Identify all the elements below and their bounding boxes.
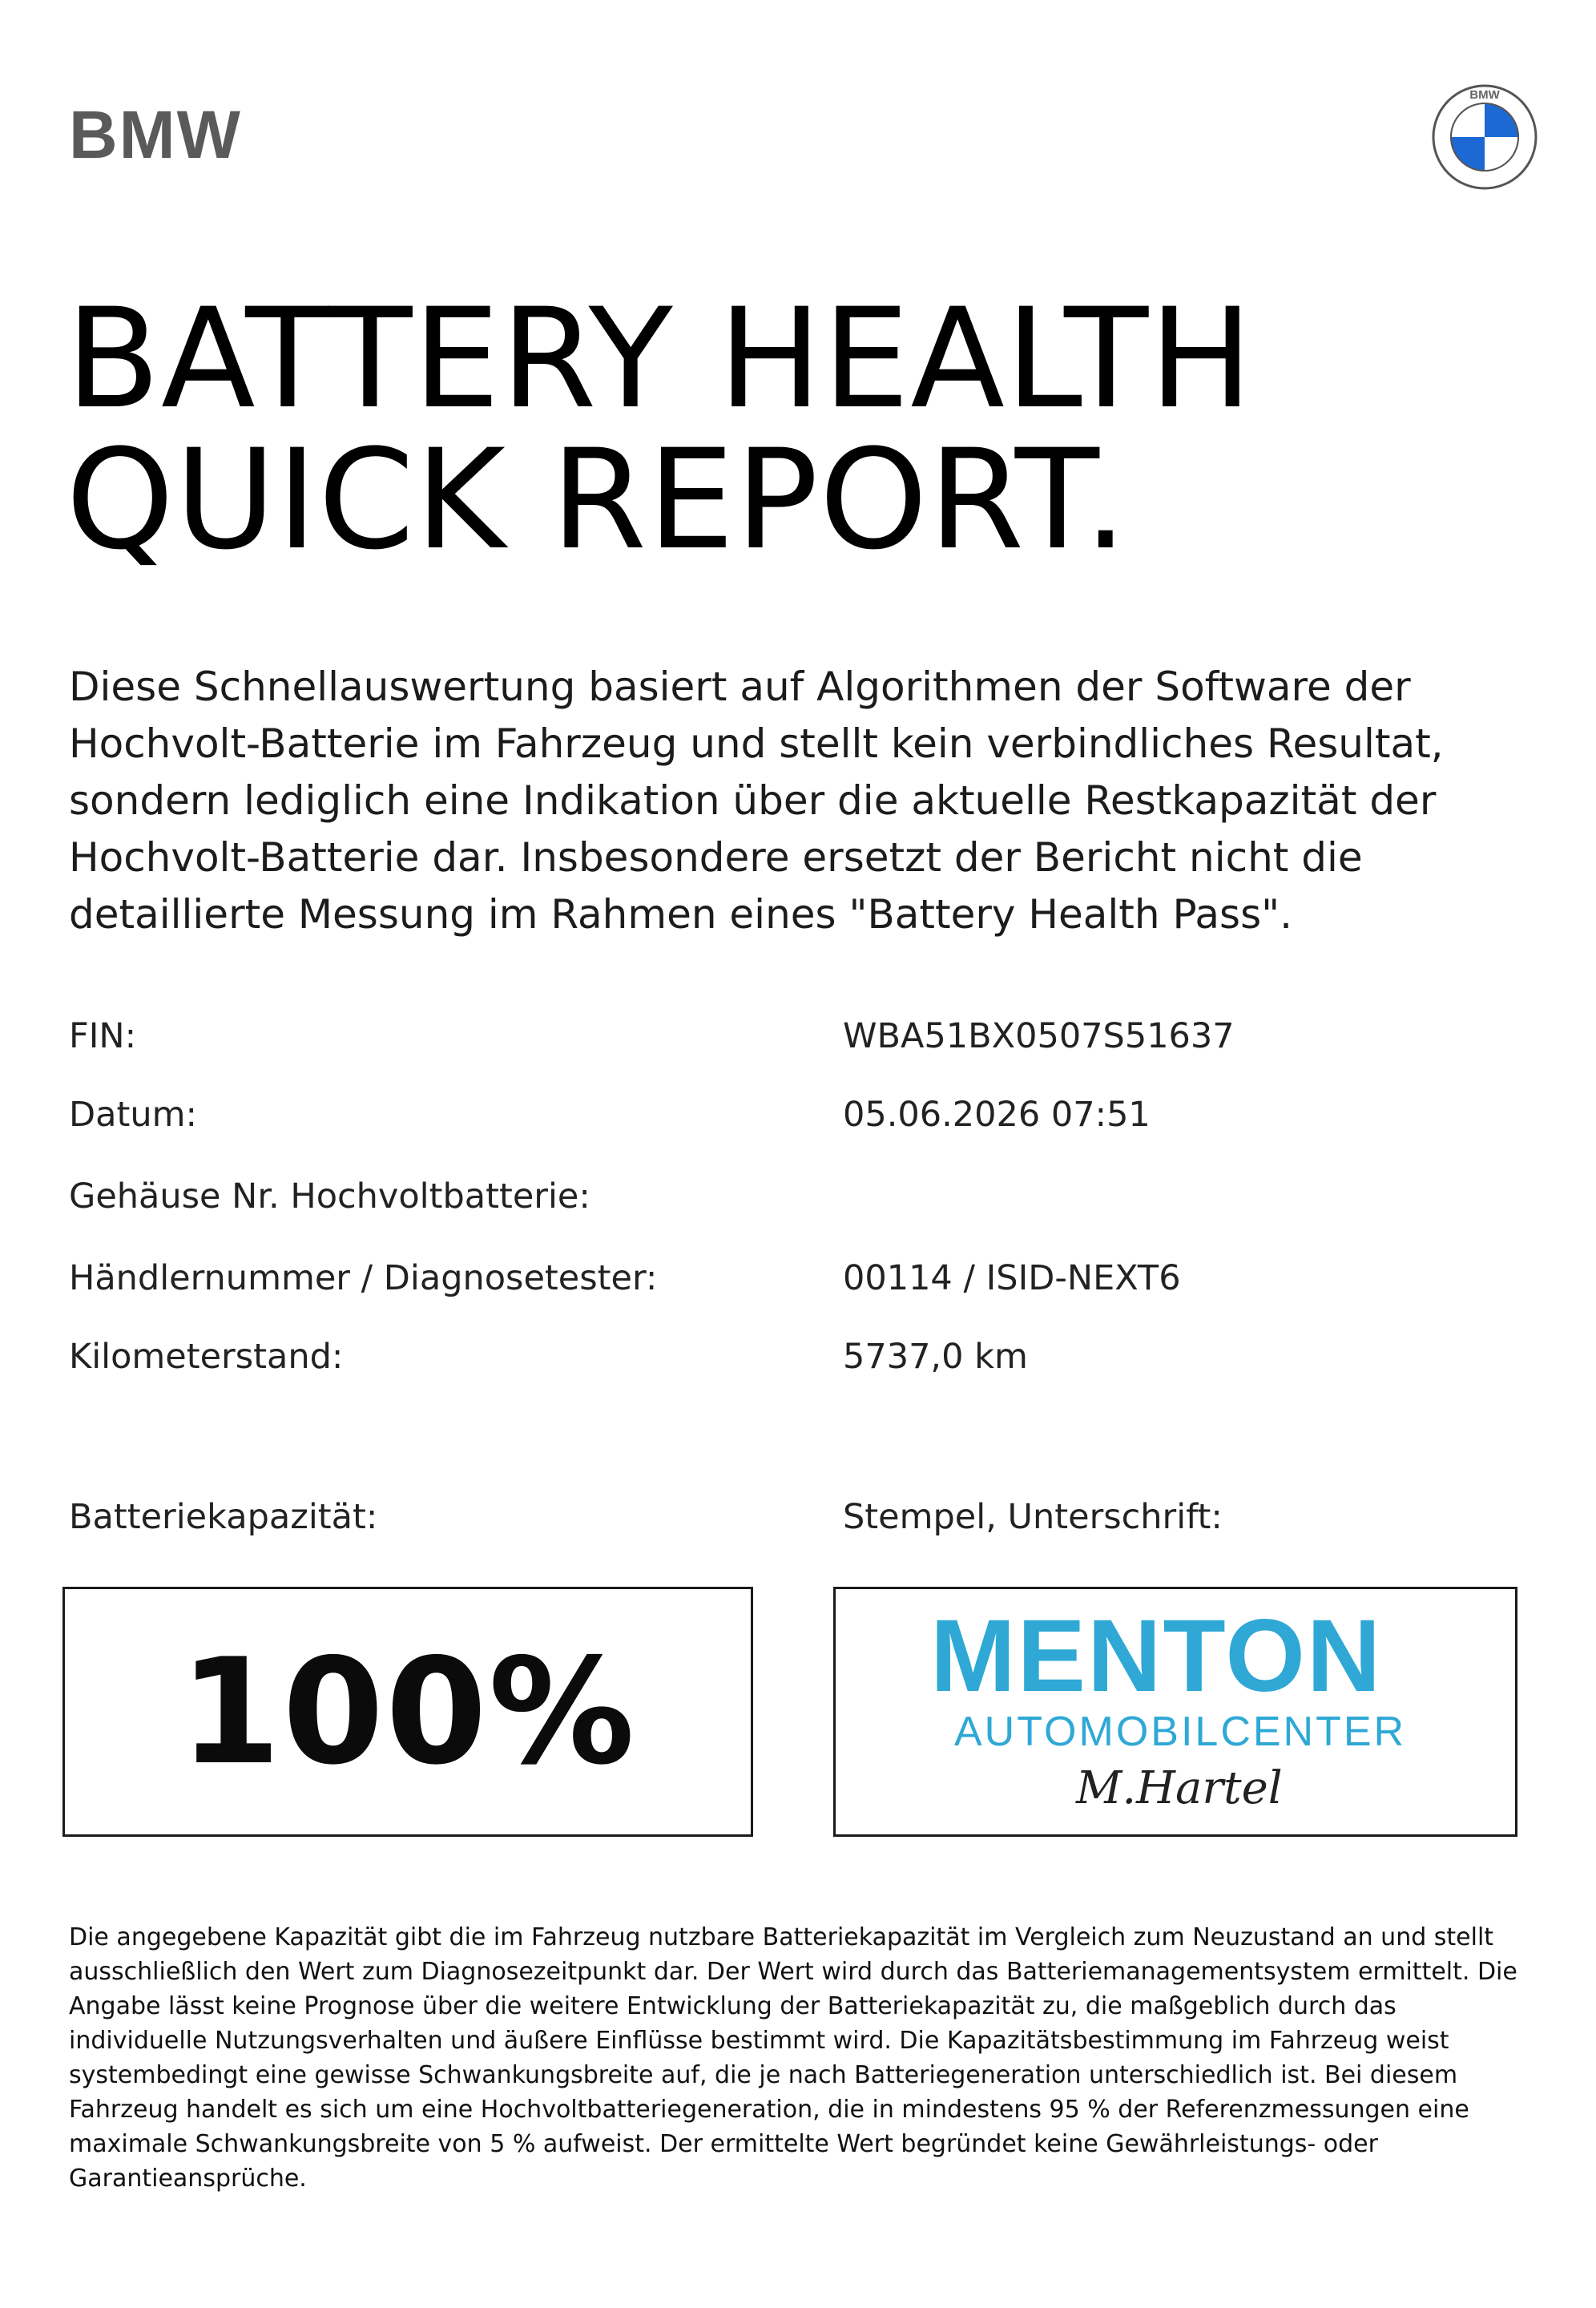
capacity-label: Batteriekapazität: <box>69 1497 378 1537</box>
capacity-box <box>62 1587 753 1837</box>
detail-label-date: Datum: <box>69 1095 197 1135</box>
stamp-label: Stempel, Unterschrift: <box>843 1497 1223 1537</box>
title-line-1: BATTERY HEALTH <box>66 278 1254 439</box>
report-title <box>66 278 1254 580</box>
signature: M.Hartel <box>1076 1762 1283 1814</box>
detail-label-battery-housing: Gehäuse Nr. Hochvoltbatterie: <box>69 1176 590 1217</box>
detail-value-mileage: 5737,0 km <box>843 1337 1028 1377</box>
detail-value-date: 05.06.2026 07:51 <box>843 1095 1151 1135</box>
dealer-stamp-name: MENTON <box>930 1599 1383 1713</box>
roundel-letters: BMW <box>1469 88 1500 102</box>
dealer-stamp-subtitle: AUTOMOBILCENTER <box>954 1709 1407 1755</box>
detail-label-fin: FIN: <box>69 1016 137 1056</box>
stamp-box <box>833 1587 1517 1837</box>
detail-label-mileage: Kilometerstand: <box>69 1337 344 1377</box>
title-line-2: QUICK REPORT. <box>66 419 1129 580</box>
bmw-roundel-svg <box>1431 83 1538 191</box>
detail-label-dealer: Händlernummer / Diagnosetester: <box>69 1258 658 1298</box>
footnote-disclaimer: Die angegebene Kapazität gibt die im Fahrzeug nutzbare Batteriekapazität im Vergleich zum Neuzustand an und stellt ausschließlich den Wert zum Diagnosezeitpunkt dar. Der Wert wird durch das Batteriemanagementsystem ermittelt. Die Angabe lässt keine Prognose über die weitere Entwicklung der Batteriekapazität zu, die maßgeblich durch das individuelle Nutzungsverhalten und äußere Einflüsse bestimmt wird. Die Kapazitätsbestimmung im Fahrzeug weist systembedingt eine gewisse Schwankungsbreite auf, die je nach Batteriegeneration unterschiedlich ist. Bei diesem Fahrzeug handelt es sich um eine Hochvoltbatteriegeneration, die in mindestens 95 % der Referenzmessungen eine maximale Schwankungsbreite von 5 % aufweist. Der ermittelte Wert begründet keine Gewährleistungs- oder Garantieansprüche. <box>69 1923 1517 2193</box>
detail-value-fin: WBA51BX0507S51637 <box>843 1016 1235 1056</box>
brand-wordmark: BMW <box>69 97 242 172</box>
detail-value-dealer: 00114 / ISID-NEXT6 <box>843 1258 1181 1298</box>
intro-paragraph: Diese Schnellauswertung basiert auf Algorithmen der Software der Hochvolt-Batterie im Fahrzeug und stellt kein verbindliches Resultat, sondern lediglich eine Indikation über die aktuelle Restkapazität der Hochvolt-Batterie dar. Insbesondere ersetzt der Bericht nicht die detaillierte Messung im Rahmen eines "Battery Health Pass". <box>69 664 1444 938</box>
bmw-roundel-icon <box>1431 83 1538 191</box>
capacity-value: 100% <box>179 1627 637 1797</box>
